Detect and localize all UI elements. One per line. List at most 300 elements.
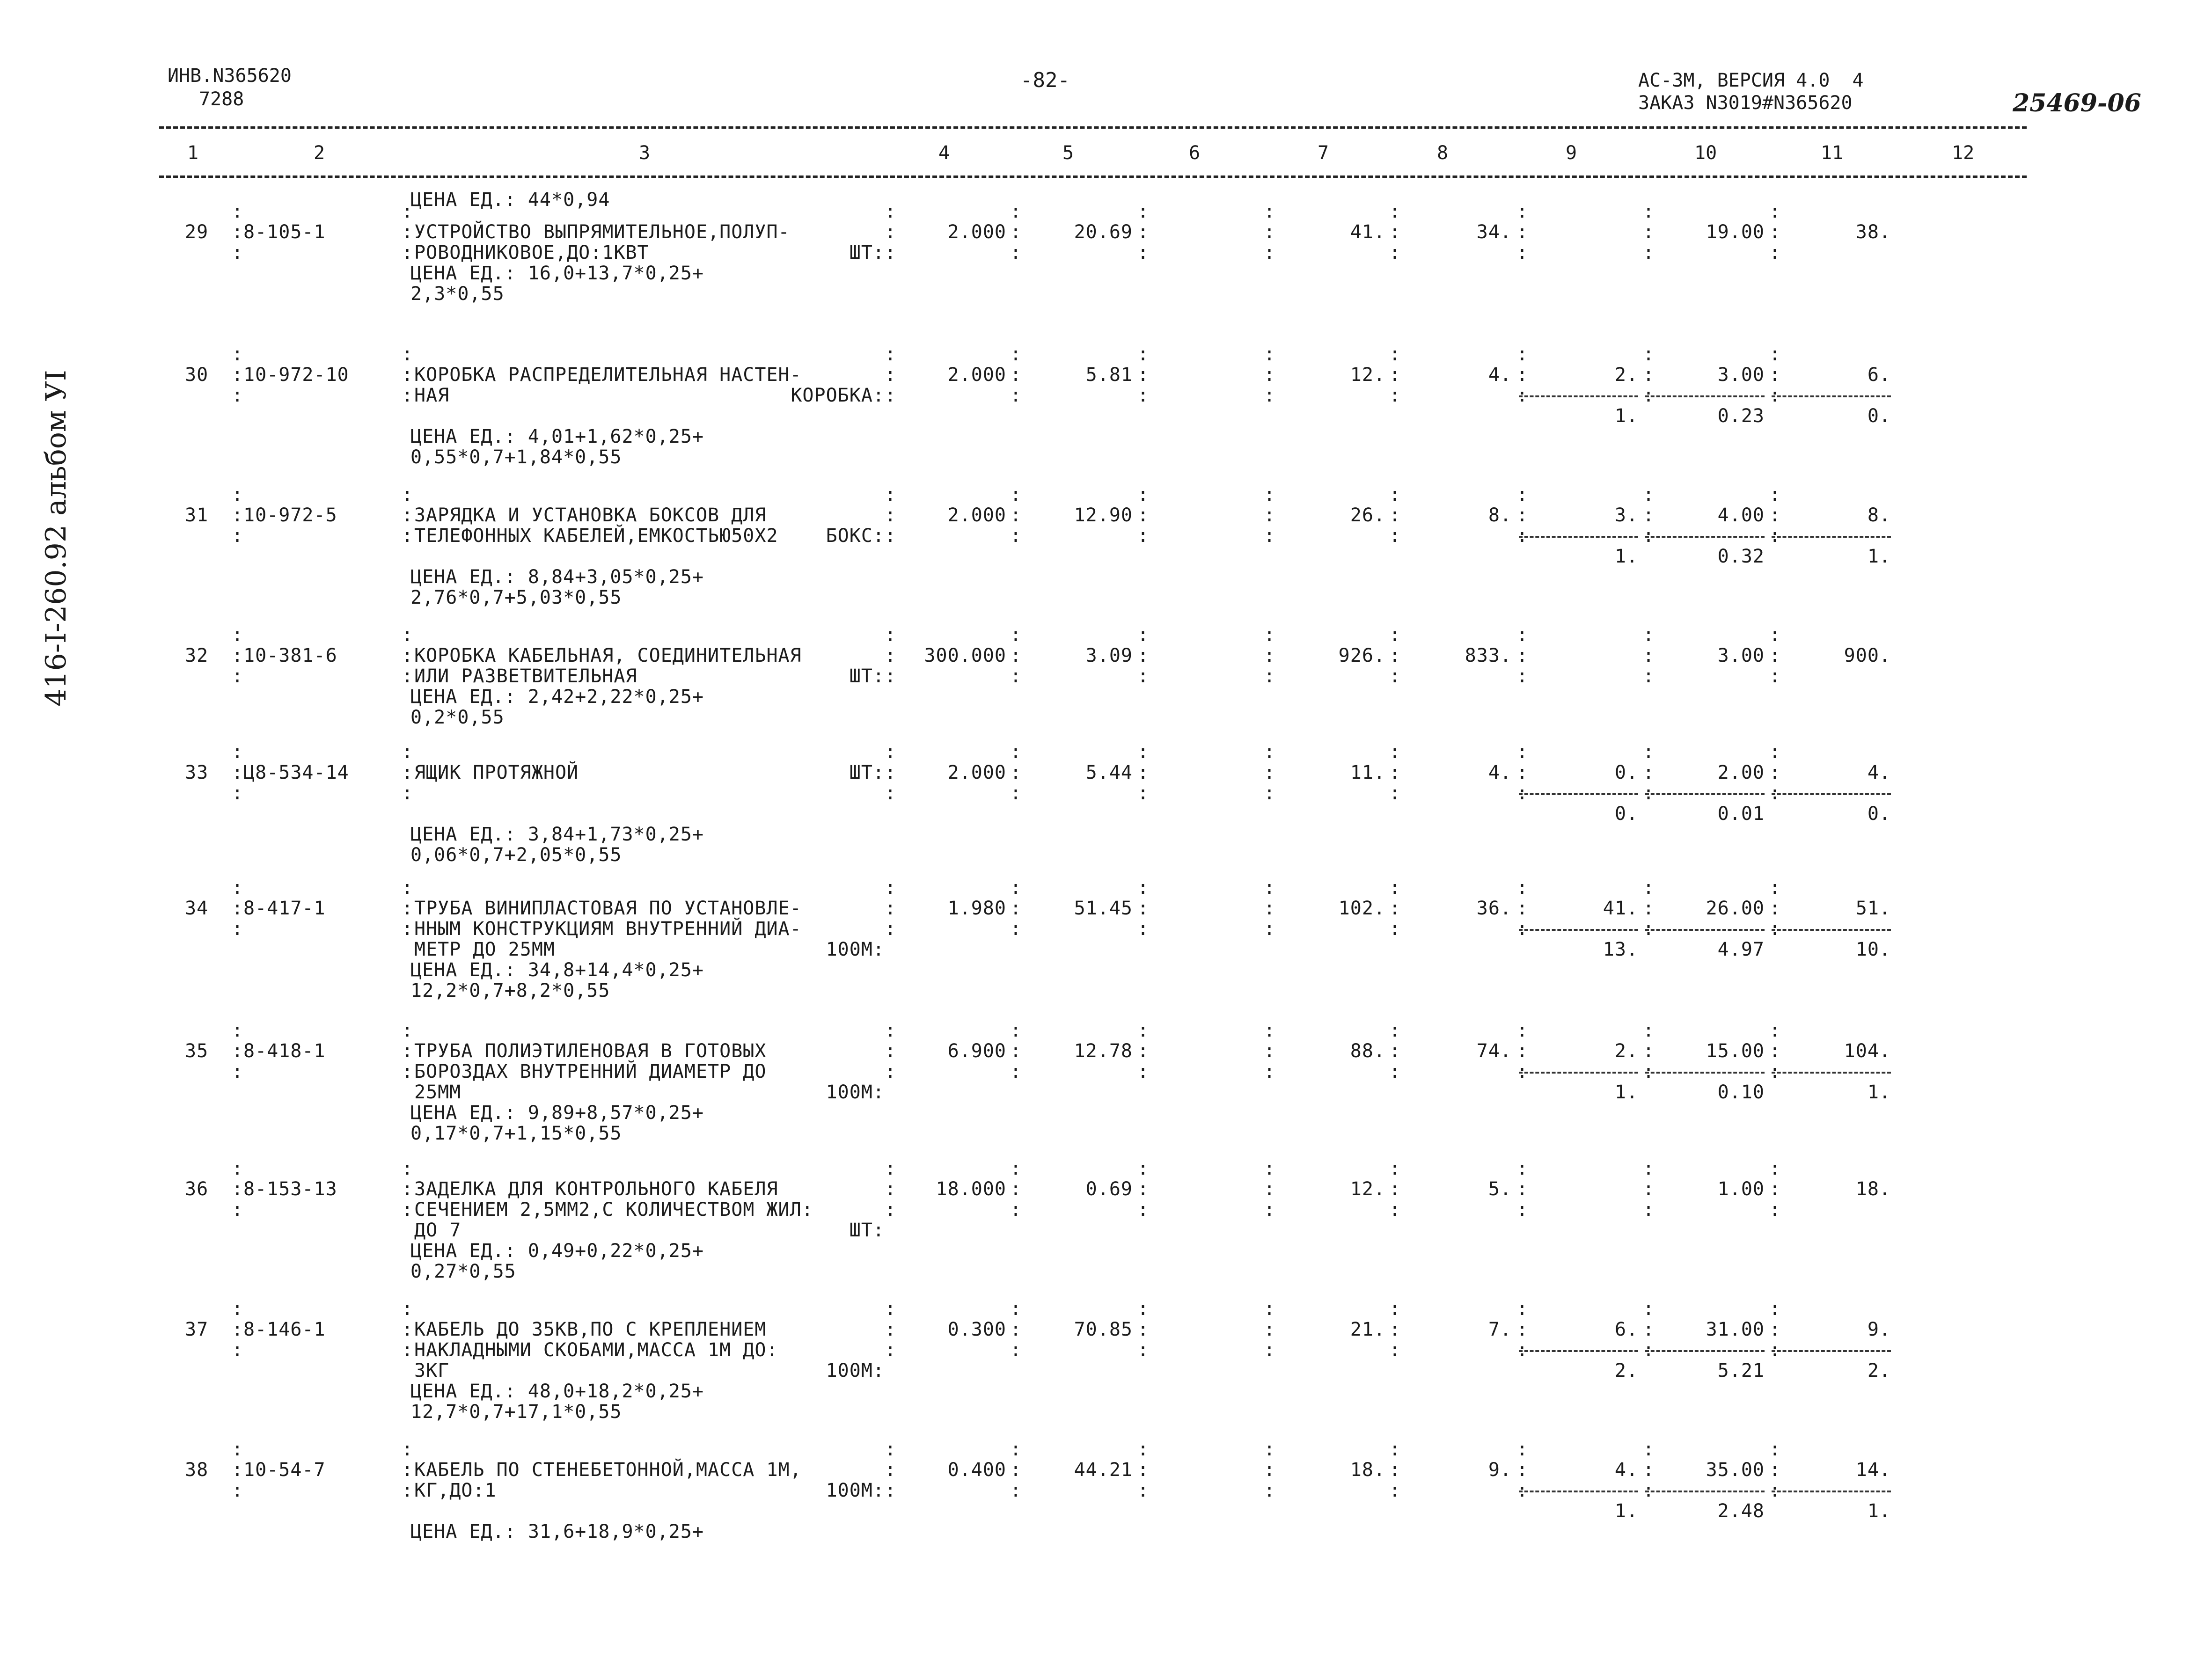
cell-c11: 38. <box>1855 221 1891 243</box>
column-separator: : <box>1137 1298 1150 1320</box>
column-separator: : <box>1516 1319 1529 1340</box>
item-description: БОРОЗДАХ ВНУТРЕННИЙ ДИАМЕТР ДО <box>414 1061 767 1082</box>
column-separator: : <box>885 221 897 243</box>
column-separator: : <box>1516 1298 1529 1320</box>
column-separator: : <box>1137 1061 1150 1082</box>
cell-c5: 51.45 <box>1074 898 1133 919</box>
item-description: НАЯ <box>414 385 450 406</box>
row-number: 34 <box>185 898 209 919</box>
column-header-3: 3 <box>639 142 651 164</box>
unit-price-formula: 0,17*0,7+1,15*0,55 <box>410 1123 622 1144</box>
column-separator: : <box>1769 762 1781 783</box>
unit-price-formula: 0,2*0,55 <box>410 707 505 728</box>
subtotal-divider <box>1645 929 1765 931</box>
column-separator: : <box>402 1439 414 1460</box>
column-separator: : <box>1389 221 1401 243</box>
column-separator: : <box>1769 221 1781 243</box>
cell-c5: 12.78 <box>1074 1040 1133 1062</box>
column-separator: : <box>1643 221 1655 243</box>
column-separator: : <box>232 1061 244 1082</box>
inventory-number: ИНВ.N365620 <box>168 65 292 87</box>
column-separator: : <box>232 898 244 919</box>
rate-code: 8-417-1 <box>243 898 326 919</box>
column-header-7: 7 <box>1318 142 1329 164</box>
unit-price-formula: 2,76*0,7+5,03*0,55 <box>410 587 622 608</box>
unit-of-measure: КОРОБКА: <box>791 385 885 406</box>
unit-price-formula: 0,55*0,7+1,84*0,55 <box>410 446 622 468</box>
column-separator: : <box>402 1061 414 1082</box>
cell-c11: 9. <box>1867 1319 1891 1340</box>
column-separator: : <box>1010 1459 1022 1481</box>
column-separator: : <box>1389 1459 1401 1481</box>
cell-c9-secondary: 13. <box>1603 939 1638 960</box>
cell-c9: 4. <box>1614 1459 1638 1481</box>
column-separator: : <box>1643 741 1655 763</box>
cell-c8: 833. <box>1465 645 1512 666</box>
column-separator: : <box>1137 1319 1150 1340</box>
column-separator: : <box>1389 1199 1401 1220</box>
column-separator: : <box>1516 1061 1529 1082</box>
cell-c10: 31.00 <box>1706 1319 1765 1340</box>
column-separator: : <box>1516 898 1529 919</box>
item-description: ТЕЛЕФОННЫХ КАБЕЛЕЙ,ЕМКОСТЬЮ50X2 <box>414 525 778 547</box>
column-separator: : <box>1137 665 1150 687</box>
column-separator: : <box>1389 343 1401 365</box>
column-separator: : <box>1643 1439 1655 1460</box>
item-description: РОВОДНИКОВОЕ,ДО:1КВТ <box>414 242 649 263</box>
unit-price-formula: ЦЕНА ЕД.: 16,0+13,7*0,25+ <box>410 263 704 284</box>
cell-c10: 15.00 <box>1706 1040 1765 1062</box>
cell-c10-secondary: 5.21 <box>1717 1360 1765 1381</box>
column-separator: : <box>1137 201 1150 222</box>
column-separator: : <box>232 665 244 687</box>
rate-code: 8-105-1 <box>243 221 326 243</box>
column-separator: : <box>1516 1040 1529 1062</box>
column-separator: : <box>1264 1298 1276 1320</box>
cell-c4: 2.000 <box>947 364 1006 386</box>
column-separator: : <box>1264 1459 1276 1481</box>
unit-price-formula: ЦЕНА ЕД.: 9,89+8,57*0,25+ <box>410 1102 704 1124</box>
column-separator: : <box>1389 1439 1401 1460</box>
cell-c11-secondary: 10. <box>1855 939 1891 960</box>
column-separator: : <box>232 364 244 386</box>
column-separator: : <box>1137 898 1150 919</box>
cell-c11: 4. <box>1867 762 1891 783</box>
column-separator: : <box>402 1178 414 1200</box>
column-separator: : <box>1643 504 1655 526</box>
column-separator: : <box>885 1020 897 1041</box>
column-header-5: 5 <box>1062 142 1074 164</box>
column-separator: : <box>232 343 244 365</box>
column-separator: : <box>1264 1439 1276 1460</box>
column-separator: : <box>885 1061 897 1082</box>
cell-c9-secondary: 0. <box>1614 803 1638 825</box>
column-separator: : <box>1137 741 1150 763</box>
cell-c9: 2. <box>1614 1040 1638 1062</box>
rate-code: 8-146-1 <box>243 1319 326 1340</box>
cell-c10-secondary: 0.01 <box>1717 803 1765 825</box>
top-price-line: ЦЕНА ЕД.: 44*0,94 <box>410 189 610 211</box>
column-separator: : <box>885 665 897 687</box>
cell-c9: 2. <box>1614 364 1638 386</box>
item-description: СЕЧЕНИЕМ 2,5ММ2,С КОЛИЧЕСТВОМ ЖИЛ: <box>414 1199 813 1220</box>
item-description: КАБЕЛЬ ДО 35КВ,ПО С КРЕПЛЕНИЕМ <box>414 1319 767 1340</box>
column-separator: : <box>1010 1040 1022 1062</box>
column-separator: : <box>1010 1158 1022 1179</box>
column-separator: : <box>885 1480 897 1501</box>
column-separator: : <box>1389 1020 1401 1041</box>
column-separator: : <box>1769 201 1781 222</box>
column-separator: : <box>1516 1439 1529 1460</box>
column-separator: : <box>1389 624 1401 646</box>
column-separator: : <box>1010 484 1022 505</box>
subtotal-divider <box>1772 1350 1891 1352</box>
column-separator: : <box>232 918 244 940</box>
column-separator: : <box>1010 385 1022 406</box>
cell-c9: 41. <box>1603 898 1638 919</box>
item-description: КОРОБКА РАСПРЕДЕЛИТЕЛЬНАЯ НАСТЕН- <box>414 364 802 386</box>
column-separator: : <box>1643 1158 1655 1179</box>
column-separator: : <box>232 1298 244 1320</box>
column-separator: : <box>1516 918 1529 940</box>
column-separator: : <box>1769 1040 1781 1062</box>
column-separator: : <box>1264 221 1276 243</box>
column-separator: : <box>1137 1178 1150 1200</box>
cell-c11: 51. <box>1855 898 1891 919</box>
column-separator: : <box>885 1298 897 1320</box>
column-separator: : <box>1010 1480 1022 1501</box>
column-separator: : <box>1516 1459 1529 1481</box>
column-separator: : <box>1643 484 1655 505</box>
column-separator: : <box>232 1020 244 1041</box>
column-separator: : <box>402 1040 414 1062</box>
column-separator: : <box>885 1178 897 1200</box>
column-separator: : <box>1643 877 1655 899</box>
cell-c10: 3.00 <box>1717 645 1765 666</box>
row-number: 30 <box>185 364 209 386</box>
column-separator: : <box>1010 504 1022 526</box>
column-separator: : <box>885 918 897 940</box>
column-separator: : <box>402 665 414 687</box>
cell-c4: 2.000 <box>947 504 1006 526</box>
column-separator: : <box>1769 918 1781 940</box>
cell-c10-secondary: 0.32 <box>1717 546 1765 567</box>
column-separator: : <box>1137 762 1150 783</box>
column-separator: : <box>1010 242 1022 263</box>
unit-of-measure: 100М: <box>826 1480 885 1501</box>
column-separator: : <box>1516 364 1529 386</box>
cell-c11-secondary: 1. <box>1867 546 1891 567</box>
row-number: 37 <box>185 1319 209 1340</box>
cell-c8: 74. <box>1476 1040 1512 1062</box>
item-description: ННЫМ КОНСТРУКЦИЯМ ВНУТРЕННИЙ ДИА- <box>414 918 802 940</box>
cell-c5: 44.21 <box>1074 1459 1133 1481</box>
column-separator: : <box>885 624 897 646</box>
column-separator: : <box>1264 762 1276 783</box>
column-separator: : <box>232 1439 244 1460</box>
column-separator: : <box>232 1459 244 1481</box>
column-separator: : <box>1010 665 1022 687</box>
column-separator: : <box>1769 665 1781 687</box>
column-separator: : <box>1264 665 1276 687</box>
column-separator: : <box>1389 1480 1401 1501</box>
column-separator: : <box>1137 1480 1150 1501</box>
column-separator: : <box>1010 898 1022 919</box>
column-separator: : <box>1769 1459 1781 1481</box>
column-separator: : <box>402 221 414 243</box>
column-separator: : <box>232 525 244 547</box>
column-separator: : <box>232 782 244 804</box>
row-number: 33 <box>185 762 209 783</box>
column-separator: : <box>1264 242 1276 263</box>
cell-c4: 300.000 <box>924 645 1006 666</box>
column-separator: : <box>402 364 414 386</box>
column-separator: : <box>1769 364 1781 386</box>
column-separator: : <box>1516 741 1529 763</box>
column-separator: : <box>1643 525 1655 547</box>
row-number: 38 <box>185 1459 209 1481</box>
item-description: ЯЩИК ПРОТЯЖНОЙ <box>414 762 579 783</box>
cell-c10-secondary: 0.23 <box>1717 405 1765 427</box>
column-separator: : <box>1010 782 1022 804</box>
unit-price-formula: ЦЕНА ЕД.: 8,84+3,05*0,25+ <box>410 566 704 588</box>
cell-c11: 8. <box>1867 504 1891 526</box>
column-separator: : <box>1010 1178 1022 1200</box>
column-separator: : <box>1389 1339 1401 1361</box>
column-separator: : <box>885 1319 897 1340</box>
cell-c8: 4. <box>1488 762 1512 783</box>
column-separator: : <box>1389 1040 1401 1062</box>
column-separator: : <box>1137 918 1150 940</box>
item-description: ЗАРЯДКА И УСТАНОВКА БОКСОВ ДЛЯ <box>414 504 767 526</box>
column-separator: : <box>1769 1020 1781 1041</box>
rate-code: 8-153-13 <box>243 1178 337 1200</box>
column-separator: : <box>1769 741 1781 763</box>
column-separator: : <box>402 1020 414 1041</box>
column-separator: : <box>1516 201 1529 222</box>
column-separator: : <box>1010 741 1022 763</box>
column-separator: : <box>1010 645 1022 666</box>
column-separator: : <box>402 1199 414 1220</box>
column-separator: : <box>1389 1178 1401 1200</box>
column-separator: : <box>1137 221 1150 243</box>
column-separator: : <box>232 741 244 763</box>
cell-c5: 70.85 <box>1074 1319 1133 1340</box>
column-separator: : <box>1769 898 1781 919</box>
column-separator: : <box>1137 385 1150 406</box>
column-separator: : <box>1137 782 1150 804</box>
column-separator: : <box>1643 201 1655 222</box>
subtotal-divider <box>1519 536 1638 538</box>
cell-c4: 6.900 <box>947 1040 1006 1062</box>
column-separator: : <box>1516 1158 1529 1179</box>
column-separator: : <box>1389 1319 1401 1340</box>
column-separator: : <box>1769 385 1781 406</box>
unit-of-measure: ШТ: <box>849 762 885 783</box>
column-separator: : <box>1010 1298 1022 1320</box>
cell-c8: 34. <box>1476 221 1512 243</box>
cell-c11: 104. <box>1844 1040 1891 1062</box>
cell-c4: 2.000 <box>947 762 1006 783</box>
column-header-12: 12 <box>1952 142 1975 164</box>
column-separator: : <box>885 762 897 783</box>
cell-c4: 0.400 <box>947 1459 1006 1481</box>
column-separator: : <box>1643 898 1655 919</box>
handwritten-number: 25469-06 <box>2013 89 2141 117</box>
column-separator: : <box>1643 1178 1655 1200</box>
row-number: 35 <box>185 1040 209 1062</box>
column-separator: : <box>1643 1298 1655 1320</box>
cell-c9: 6. <box>1614 1319 1638 1340</box>
column-separator: : <box>1010 343 1022 365</box>
unit-price-formula: ЦЕНА ЕД.: 0,49+0,22*0,25+ <box>410 1240 704 1262</box>
column-separator: : <box>1264 364 1276 386</box>
column-separator: : <box>1010 1319 1022 1340</box>
column-separator: : <box>1137 1158 1150 1179</box>
column-separator: : <box>1389 364 1401 386</box>
column-separator: : <box>402 762 414 783</box>
column-separator: : <box>1264 898 1276 919</box>
cell-c5: 5.44 <box>1085 762 1133 783</box>
cell-c11-secondary: 0. <box>1867 405 1891 427</box>
column-separator: : <box>885 741 897 763</box>
cell-c10: 4.00 <box>1717 504 1765 526</box>
column-separator: : <box>1010 624 1022 646</box>
cell-c7: 12. <box>1350 364 1385 386</box>
column-separator: : <box>1264 1199 1276 1220</box>
column-separator: : <box>1137 504 1150 526</box>
cell-c4: 0.300 <box>947 1319 1006 1340</box>
column-separator: : <box>1389 385 1401 406</box>
column-separator: : <box>1769 624 1781 646</box>
cell-c10: 2.00 <box>1717 762 1765 783</box>
cell-c11: 6. <box>1867 364 1891 386</box>
column-separator: : <box>1516 221 1529 243</box>
cell-c11-secondary: 2. <box>1867 1360 1891 1381</box>
column-separator: : <box>885 484 897 505</box>
column-separator: : <box>1769 645 1781 666</box>
column-separator: : <box>1010 1020 1022 1041</box>
column-separator: : <box>232 385 244 406</box>
column-separator: : <box>1137 1020 1150 1041</box>
column-header-6: 6 <box>1189 142 1201 164</box>
cell-c4: 18.000 <box>936 1178 1006 1200</box>
column-separator: : <box>1264 782 1276 804</box>
column-separator: : <box>1769 782 1781 804</box>
column-separator: : <box>1389 665 1401 687</box>
column-separator: : <box>402 1298 414 1320</box>
column-header-9: 9 <box>1566 142 1577 164</box>
column-separator: : <box>1010 1061 1022 1082</box>
column-separator: : <box>1516 1020 1529 1041</box>
column-separator: : <box>1643 242 1655 263</box>
item-description: КОРОБКА КАБЕЛЬНАЯ, СОЕДИНИТЕЛЬНАЯ <box>414 645 802 666</box>
item-description: ТРУБА ВИНИПЛАСТОВАЯ ПО УСТАНОВЛЕ- <box>414 898 802 919</box>
unit-price-formula: ЦЕНА ЕД.: 48,0+18,2*0,25+ <box>410 1381 704 1402</box>
unit-price-formula: ЦЕНА ЕД.: 34,8+14,4*0,25+ <box>410 959 704 981</box>
column-separator: : <box>232 1339 244 1361</box>
unit-price-formula: ЦЕНА ЕД.: 31,6+18,9*0,25+ <box>410 1521 704 1542</box>
column-separator: : <box>402 1158 414 1179</box>
unit-of-measure: БОКС: <box>826 525 885 547</box>
column-separator: : <box>1643 1480 1655 1501</box>
column-separator: : <box>885 1199 897 1220</box>
column-separator: : <box>1769 1339 1781 1361</box>
column-separator: : <box>1516 1178 1529 1200</box>
cell-c5: 12.90 <box>1074 504 1133 526</box>
column-separator: : <box>1389 242 1401 263</box>
unit-price-formula: 12,7*0,7+17,1*0,55 <box>410 1401 622 1423</box>
cell-c11: 900. <box>1844 645 1891 666</box>
cell-c5: 20.69 <box>1074 221 1133 243</box>
column-separator: : <box>402 1319 414 1340</box>
column-separator: : <box>1264 1020 1276 1041</box>
column-separator: : <box>1389 762 1401 783</box>
column-separator: : <box>1264 525 1276 547</box>
column-separator: : <box>402 1480 414 1501</box>
column-header-8: 8 <box>1437 142 1449 164</box>
column-separator: : <box>1264 1040 1276 1062</box>
column-separator: : <box>1769 1178 1781 1200</box>
column-separator: : <box>1010 877 1022 899</box>
column-separator: : <box>1389 898 1401 919</box>
column-header-1: 1 <box>187 142 199 164</box>
cell-c8: 5. <box>1488 1178 1512 1200</box>
column-separator: : <box>885 645 897 666</box>
column-separator: : <box>1516 877 1529 899</box>
column-separator: : <box>232 1178 244 1200</box>
column-separator: : <box>1389 918 1401 940</box>
column-separator: : <box>1264 1061 1276 1082</box>
column-separator: : <box>1137 645 1150 666</box>
cell-c7: 926. <box>1338 645 1385 666</box>
cell-c9-secondary: 1. <box>1614 1082 1638 1103</box>
unit-price-formula: ЦЕНА ЕД.: 3,84+1,73*0,25+ <box>410 824 704 845</box>
column-separator: : <box>1516 525 1529 547</box>
column-separator: : <box>1010 1439 1022 1460</box>
column-separator: : <box>402 741 414 763</box>
column-separator: : <box>232 624 244 646</box>
column-separator: : <box>232 201 244 222</box>
column-separator: : <box>1643 1040 1655 1062</box>
cell-c7: 12. <box>1350 1178 1385 1200</box>
item-description: КГ,ДО:1 <box>414 1480 497 1501</box>
column-separator: : <box>885 1040 897 1062</box>
subtotal-divider <box>1772 1072 1891 1074</box>
column-separator: : <box>1137 877 1150 899</box>
column-separator: : <box>885 343 897 365</box>
column-separator: : <box>1643 645 1655 666</box>
subtotal-divider <box>1519 395 1638 397</box>
unit-price-formula: 0,06*0,7+2,05*0,55 <box>410 844 622 866</box>
column-separator: : <box>1643 1061 1655 1082</box>
cell-c8: 8. <box>1488 504 1512 526</box>
column-separator: : <box>1389 504 1401 526</box>
column-separator: : <box>402 343 414 365</box>
item-description: 3КГ <box>414 1360 450 1381</box>
column-separator: : <box>232 1319 244 1340</box>
column-separator: : <box>1769 1480 1781 1501</box>
column-separator: : <box>232 242 244 263</box>
item-description: КАБЕЛЬ ПО СТЕНЕБЕТОННОЙ,МАССА 1М, <box>414 1459 802 1481</box>
column-separator: : <box>1643 624 1655 646</box>
column-separator: : <box>1769 484 1781 505</box>
column-separator: : <box>232 1040 244 1062</box>
cell-c7: 88. <box>1350 1040 1385 1062</box>
cell-c5: 3.09 <box>1085 645 1133 666</box>
subtotal-divider <box>1772 395 1891 397</box>
column-separator: : <box>1137 343 1150 365</box>
